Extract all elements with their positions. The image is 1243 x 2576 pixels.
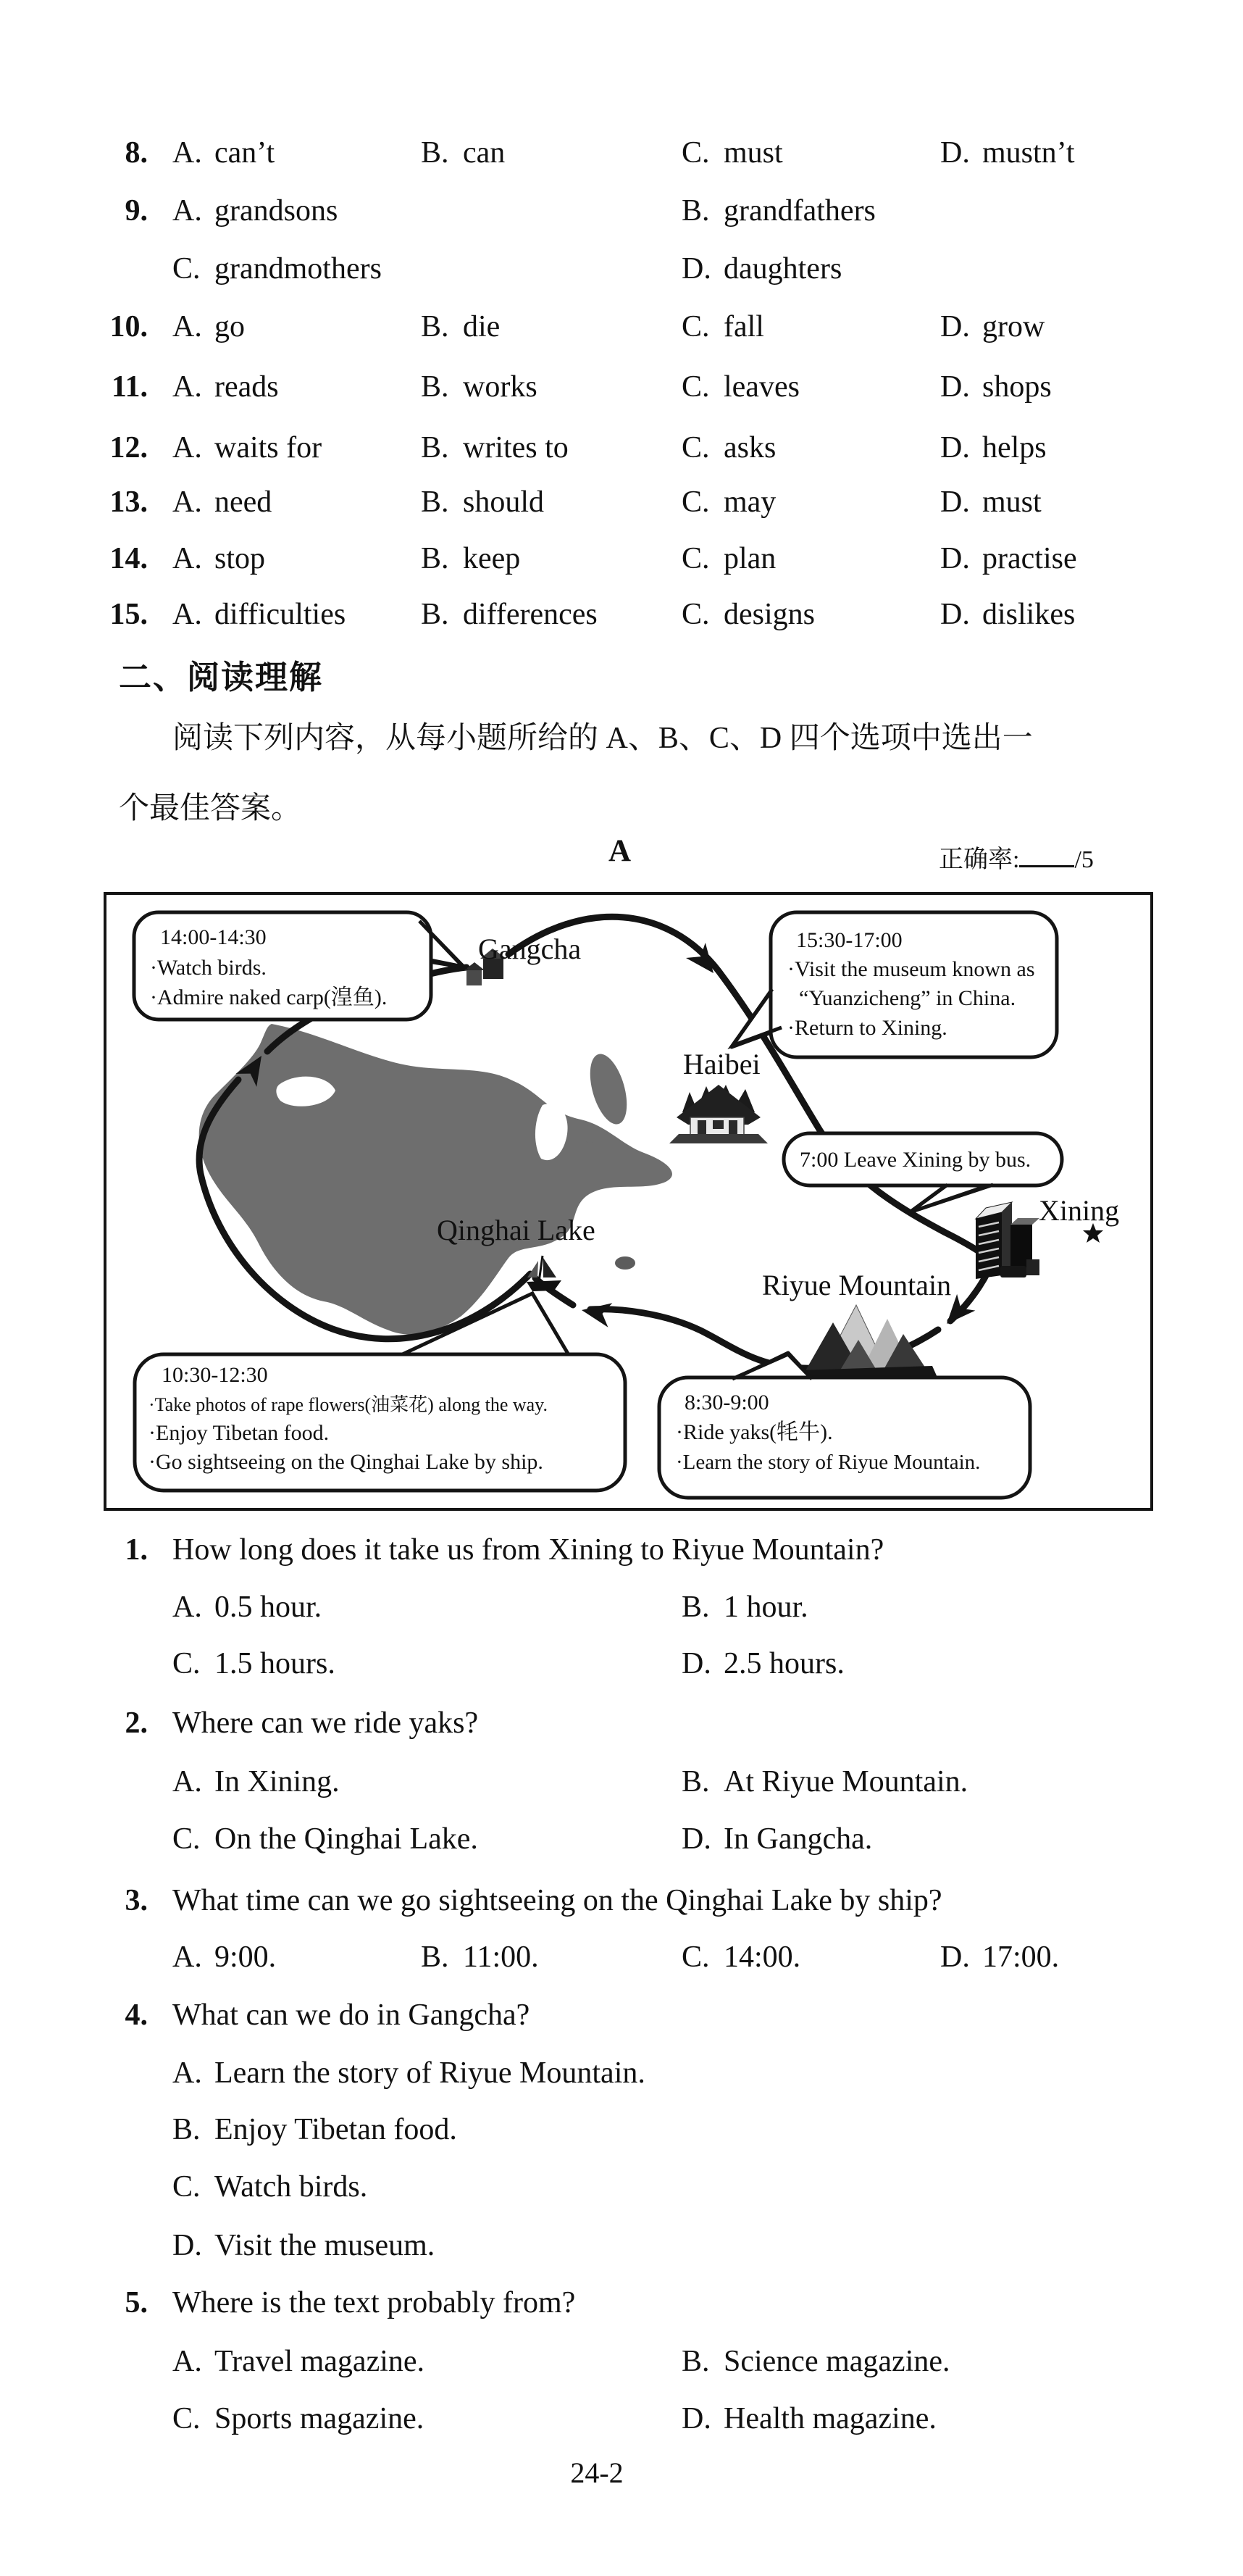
- callout-gangcha: [134, 912, 464, 1020]
- option-b: B. keep: [421, 542, 521, 575]
- label-riyue-mountain: Riyue Mountain: [762, 1269, 952, 1301]
- option-a: A. 9:00.: [172, 1941, 277, 1974]
- option-a: A. grandsons: [172, 194, 338, 228]
- option-a: A. can’t: [172, 136, 275, 170]
- cloze-row-13: [0, 485, 1243, 527]
- option-b: B. writes to: [421, 431, 569, 464]
- option-a: A. difficulties: [172, 598, 346, 631]
- option-d: D. must: [940, 485, 1042, 519]
- option-d: D. shops: [940, 370, 1052, 404]
- haibei-house-icon: [669, 1085, 768, 1143]
- intro-line-1: 阅读下列内容，从每小题所给的 A、B、C、D 四个选项中选出一: [172, 722, 1033, 755]
- question-1: [0, 1533, 1243, 1575]
- option-c: C. designs: [682, 598, 815, 631]
- question-3-options: [0, 1940, 1243, 1982]
- map-canvas: [106, 895, 1150, 1508]
- option-a: A. stop: [172, 542, 266, 575]
- cloze-row-10: [0, 309, 1243, 351]
- cloze-row-12: [0, 430, 1243, 472]
- question-5: [0, 2285, 1243, 2327]
- cloze-row-9b: [0, 251, 1243, 293]
- option-c: C. may: [682, 485, 777, 519]
- label-haibei: Haibei: [683, 1048, 761, 1080]
- question-text: What time can we go sightseeing on the Qinghai Lake by ship?: [172, 1884, 942, 1917]
- question-number: 2.: [125, 1706, 148, 1740]
- xining-buildings-icon: [976, 1202, 1039, 1279]
- callout-museum-line2: “Yuanzicheng” in China.: [799, 986, 1016, 1010]
- section-title: 二、阅读理解: [119, 659, 324, 696]
- option-a: A. Travel magazine.: [172, 2345, 425, 2378]
- option-b: B. 1 hour.: [682, 1591, 808, 1624]
- option-d: D. daughters: [682, 252, 842, 285]
- option-a: A. reads: [172, 370, 279, 404]
- option-d: D. grow: [940, 310, 1045, 343]
- callout-gangcha-line2: ·Admire naked carp(湟鱼).: [150, 985, 388, 1009]
- lake-island-2: [582, 1125, 599, 1143]
- option-c: C. On the Qinghai Lake.: [172, 1822, 478, 1856]
- option-a: A. Learn the story of Riyue Mountain.: [172, 2056, 645, 2090]
- option-d: D. Health magazine.: [682, 2402, 937, 2435]
- option-d: D. In Gangcha.: [682, 1822, 873, 1856]
- question-number: 14.: [109, 542, 148, 575]
- tour-map: [104, 892, 1153, 1511]
- callout-yaks-line2: ·Learn the story of Riyue Mountain.: [676, 1451, 981, 1474]
- option-c: C. Sports magazine.: [172, 2402, 424, 2435]
- callout-bus-text: 7:00 Leave Xining by bus.: [800, 1148, 1031, 1172]
- question-text: Where can we ride yaks?: [172, 1706, 479, 1740]
- callout-museum-line3: ·Return to Xining.: [787, 1016, 947, 1040]
- option-c: C. 1.5 hours.: [172, 1647, 335, 1680]
- option-c: C. leaves: [682, 370, 800, 404]
- question-text: How long does it take us from Xining to Riyue Mountain?: [172, 1533, 884, 1567]
- question-1-options-row1: [0, 1590, 1243, 1632]
- lake-island-1: [583, 1050, 634, 1128]
- callout-yaks-time: 8:30-9:00: [685, 1391, 769, 1414]
- passage-label: A: [608, 834, 632, 868]
- option-d: D. 2.5 hours.: [682, 1647, 845, 1680]
- lake-island-3: [615, 1256, 635, 1270]
- option-d: D. dislikes: [940, 598, 1076, 631]
- option-d: D. helps: [940, 431, 1047, 464]
- question-4: [0, 1998, 1243, 2040]
- question-number: 11.: [111, 370, 148, 404]
- option-c: C. fall: [682, 310, 764, 343]
- question-2-options-row1: [0, 1764, 1243, 1806]
- question-5-options-row1: [0, 2344, 1243, 2386]
- question-number: 3.: [125, 1884, 148, 1917]
- option-b: B. Science magazine.: [682, 2345, 950, 2378]
- question-2-options-row2: [0, 1822, 1243, 1864]
- question-number: 4.: [125, 1998, 148, 2032]
- option-b: B. works: [421, 370, 537, 404]
- option-a: A. go: [172, 310, 245, 343]
- question-text: What can we do in Gangcha?: [172, 1998, 530, 2032]
- accuracy-total: /5: [1074, 846, 1094, 873]
- callout-yaks-line1: ·Ride yaks(牦牛).: [676, 1420, 833, 1444]
- label-xining: Xining: [1039, 1194, 1120, 1227]
- option-a: A. 0.5 hour.: [172, 1591, 322, 1624]
- callout-lake-line2: ·Enjoy Tibetan food.: [148, 1421, 330, 1445]
- intro-line-2: 个最佳答案。: [119, 792, 302, 825]
- option-a: A. In Xining.: [172, 1765, 340, 1798]
- label-gangcha: Gangcha: [478, 933, 582, 965]
- question-number: 12.: [109, 431, 148, 464]
- option-b: B. differences: [421, 598, 598, 631]
- cloze-row-15: [0, 597, 1243, 639]
- question-4-option-d: [0, 2228, 1243, 2270]
- callout-museum-line1: ·Visit the museum known as: [787, 957, 1035, 981]
- option-c: C. grandmothers: [172, 252, 382, 285]
- question-number: 8.: [125, 136, 148, 170]
- option-c: C. 14:00.: [682, 1941, 801, 1974]
- option-b: B. grandfathers: [682, 194, 876, 228]
- option-a: A. need: [172, 485, 272, 519]
- callout-museum-time: 15:30-17:00: [796, 928, 903, 952]
- option-b: B. 11:00.: [421, 1941, 539, 1974]
- page-number: 24-2: [570, 2456, 624, 2489]
- option-b: B. Enjoy Tibetan food.: [172, 2113, 457, 2146]
- callout-bus: [784, 1133, 1062, 1212]
- callout-lake-time: 10:30-12:30: [162, 1363, 268, 1387]
- question-4-option-c: [0, 2169, 1243, 2212]
- question-4-option-a: [0, 2056, 1243, 2098]
- option-a: A. waits for: [172, 431, 322, 464]
- question-3: [0, 1883, 1243, 1925]
- cloze-row-8: [0, 136, 1243, 178]
- question-2: [0, 1706, 1243, 1748]
- option-c: C. plan: [682, 542, 777, 575]
- route-arrow-west: [579, 1298, 612, 1327]
- accuracy-blank: [1019, 842, 1074, 867]
- question-text: Where is the text probably from?: [172, 2286, 576, 2319]
- cloze-row-11: [0, 370, 1243, 412]
- question-number: 13.: [109, 485, 148, 519]
- cloze-row-9a: [0, 193, 1243, 235]
- question-number: 15.: [109, 598, 148, 631]
- question-number: 9.: [125, 194, 148, 228]
- option-d: D. mustn’t: [940, 136, 1075, 170]
- callout-gangcha-time: 14:00-14:30: [160, 925, 267, 949]
- question-number: 5.: [125, 2286, 148, 2319]
- question-5-options-row2: [0, 2401, 1243, 2443]
- option-d: D. Visit the museum.: [172, 2229, 435, 2262]
- accuracy-label: 正确率:: [939, 846, 1020, 873]
- label-qinghai-lake: Qinghai Lake: [437, 1214, 595, 1246]
- question-1-options-row2: [0, 1646, 1243, 1688]
- option-b: B. should: [421, 485, 545, 519]
- option-b: B. At Riyue Mountain.: [682, 1765, 968, 1798]
- callout-museum: [732, 912, 1057, 1057]
- option-d: D. practise: [940, 542, 1077, 575]
- option-b: B. can: [421, 136, 506, 170]
- option-c: C. asks: [682, 431, 777, 464]
- option-c: C. Watch birds.: [172, 2170, 368, 2204]
- option-d: D. 17:00.: [940, 1941, 1060, 1974]
- question-4-option-b: [0, 2112, 1243, 2154]
- question-number: 10.: [109, 310, 148, 343]
- question-number: 1.: [125, 1533, 148, 1567]
- callout-lake-line3: ·Go sightseeing on the Qinghai Lake by ship.: [148, 1450, 543, 1474]
- option-b: B. die: [421, 310, 501, 343]
- callout-gangcha-line1: ·Watch birds.: [150, 956, 267, 980]
- ship-icon: [527, 1256, 561, 1291]
- callout-lake-line1: ·Take photos of rape flowers(油菜花) along the way.: [148, 1394, 548, 1415]
- cloze-row-14: [0, 541, 1243, 583]
- option-c: C. must: [682, 136, 783, 170]
- accuracy-field: [939, 839, 1094, 875]
